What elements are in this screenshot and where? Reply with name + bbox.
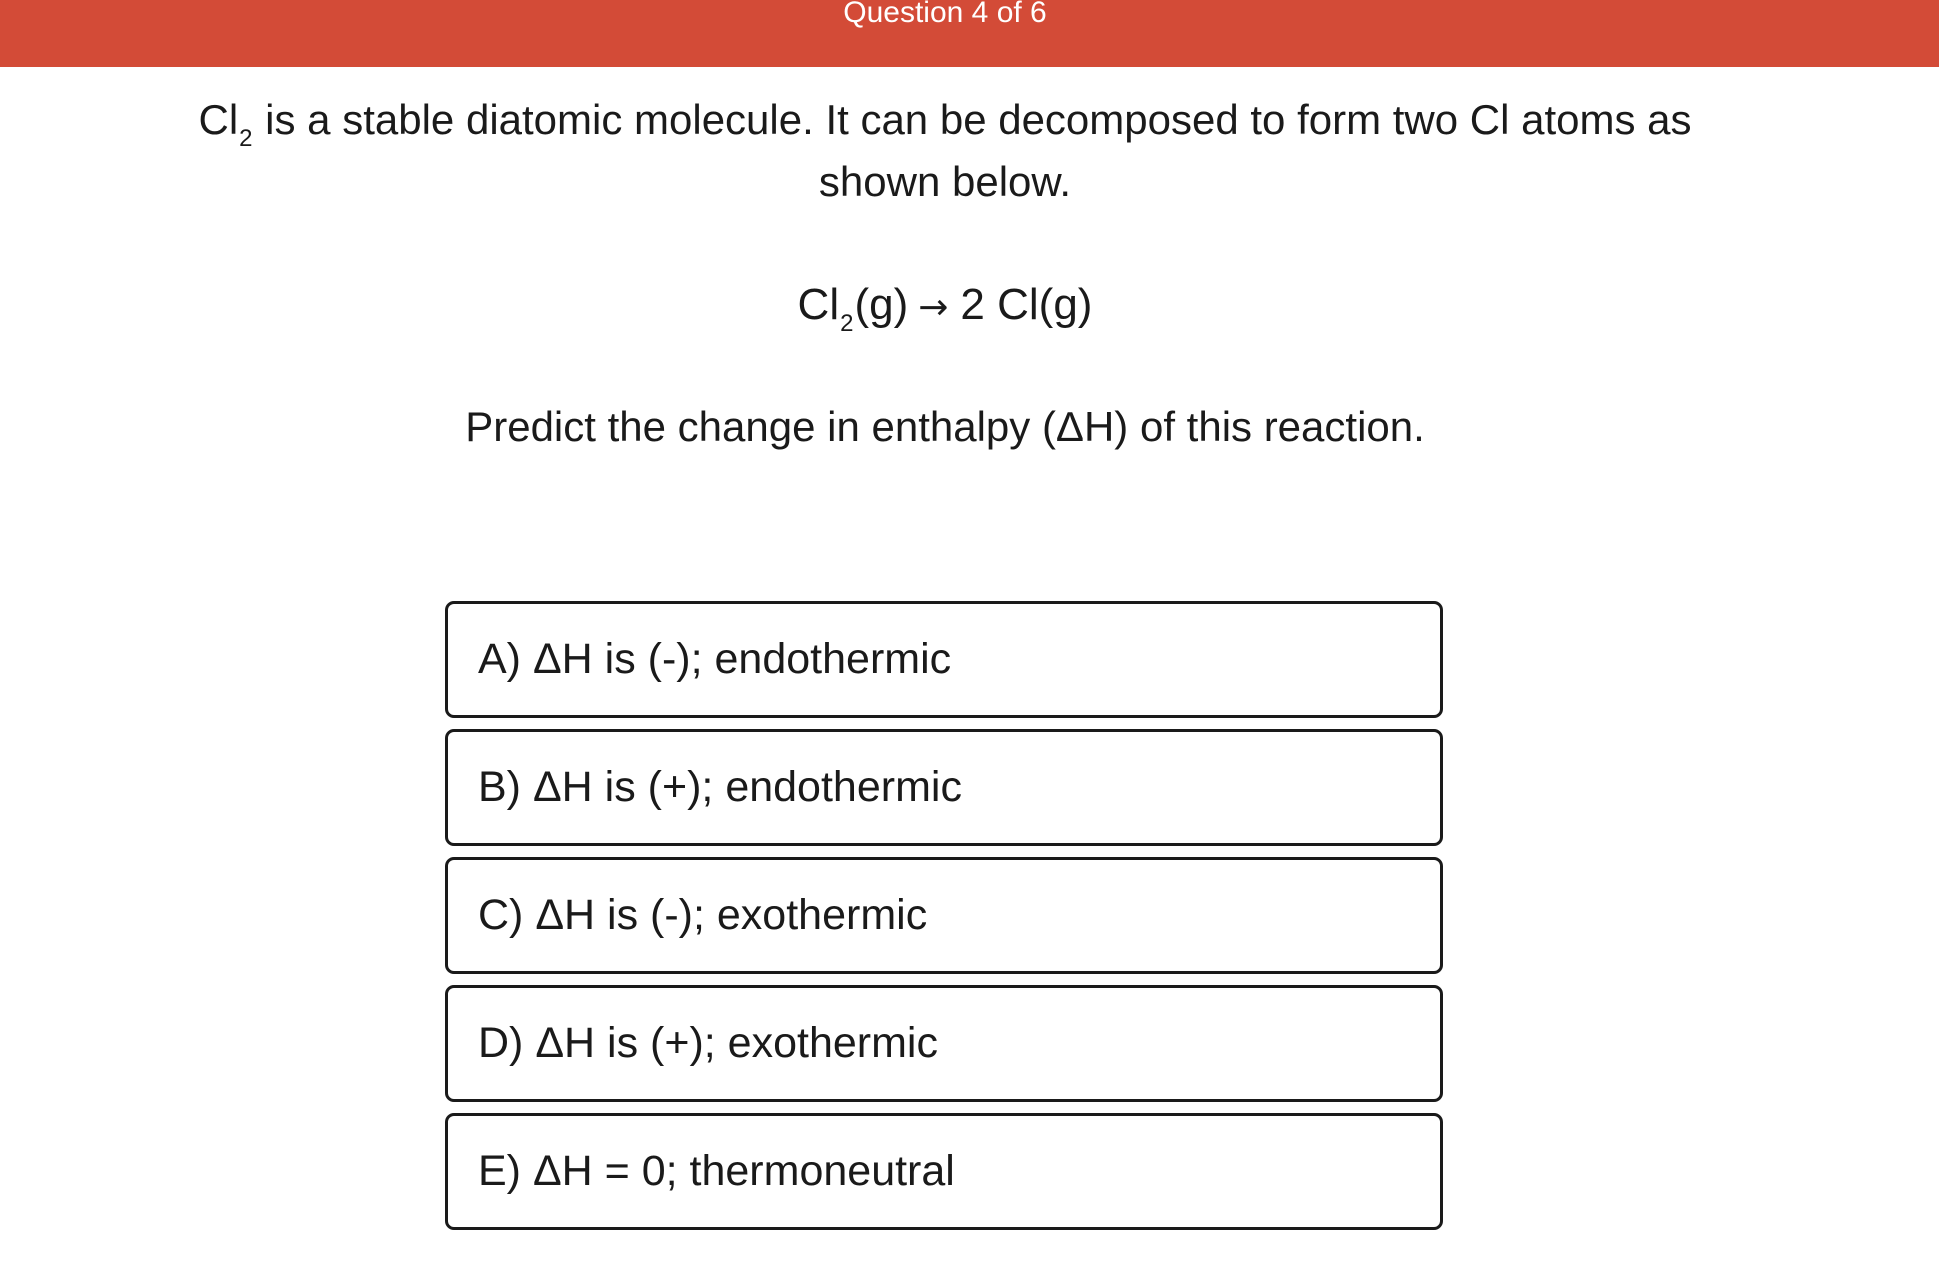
question-counter: Question 4 of 6 [843,0,1047,29]
question-molecule-subscript: 2 [239,125,253,152]
question-body: is a stable diatomic molecule. It can be decomposed to form two Cl atoms as shown below. [253,96,1692,205]
equation-reactant: Cl [797,280,840,329]
answer-option-a[interactable]: A) ΔH is (-); endothermic [445,601,1443,718]
answer-option-d[interactable]: D) ΔH is (+); exothermic [445,985,1443,1102]
answer-option-e[interactable]: E) ΔH = 0; thermoneutral [445,1113,1443,1230]
answer-options [445,601,1443,1241]
equation-reactant-subscript: 2 [840,310,854,337]
question-text [150,89,1740,213]
reaction-equation [0,277,1890,336]
question-molecule: Cl [198,96,239,143]
answer-option-b[interactable]: B) ΔH is (+); endothermic [445,729,1443,846]
question-prompt: Predict the change in enthalpy (ΔH) of this reaction. [465,403,1425,450]
header-bar [0,0,1939,67]
reaction-arrow-icon: → [918,287,949,328]
equation-product: 2 Cl(g) [960,280,1093,329]
answer-option-c[interactable]: C) ΔH is (-); exothermic [445,857,1443,974]
equation-reactant-state: (g) [854,280,909,329]
